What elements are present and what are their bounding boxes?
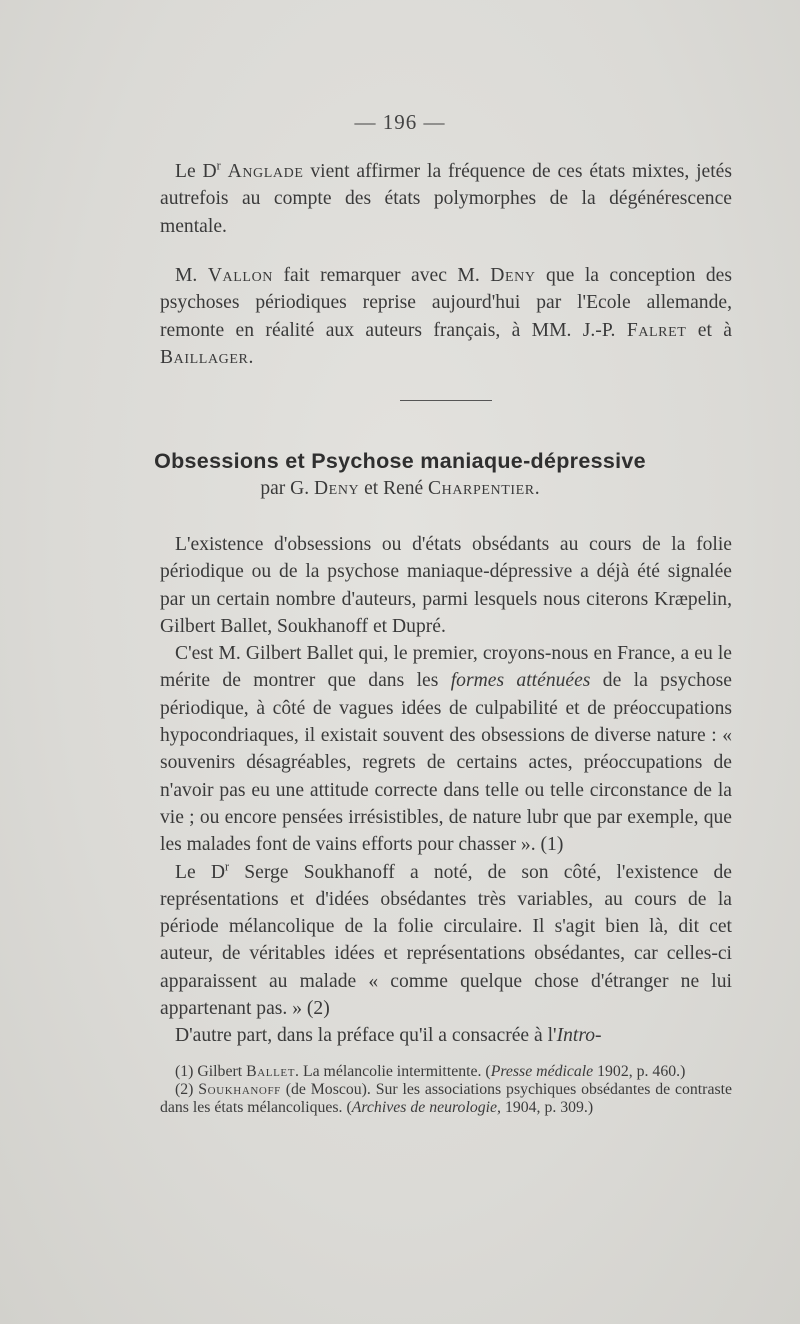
author-name: Ballet xyxy=(246,1063,296,1080)
text: Le D xyxy=(175,861,226,883)
text: 1902, p. 460.) xyxy=(593,1063,686,1080)
text: de la psychose périodique, à côté de vagues idées de culpabilité et de préoccupations hypocondriaques, il existait souvent des obsessions de diverse nature : « souvenirs désagréables, regrets de certains actes, préoccupations de n'avoir pas eu une attitude correcte dans telle ou telle circonstance de la vie ; ou encore pensées irrésistibles, de nature lubr que par exemple, que les malades font de vains efforts pour chasser ». (1) xyxy=(160,670,732,856)
text: et à xyxy=(686,319,733,341)
author-name: Charpentier xyxy=(428,478,535,499)
text: (2) xyxy=(175,1081,199,1098)
paragraph-vallon xyxy=(160,262,732,371)
text: . xyxy=(534,478,540,499)
journal-title: Archives de neurologie, xyxy=(351,1099,501,1116)
journal-title: Presse médicale xyxy=(490,1063,594,1080)
author-name: Baillager xyxy=(160,346,249,368)
article-byline xyxy=(0,478,800,500)
text: Serge Soukhanoff a noté, de son côté, l'existence de représentations et d'idées obsédantes très variables, au cours de la période mélancolique de la folie circulaire. Il s'agit bien là, dit cet auteur, de véritables idées et représentations obsédantes, car celles-ci apparaissent au malade « comme quelque chose d'étranger ne lui appartenant pas. » (2) xyxy=(160,861,732,1020)
body-paragraph: L'existence d'obsessions ou d'états obsédants au cours de la folie périodique ou de la psychose maniaque-dépressive a déjà été signalée par un certain nombre d'auteurs, parmi lesquels nous citerons Kræpelin, Gilbert Ballet, Soukhanoff et Dupré. xyxy=(160,534,732,637)
page-number: — 196 — xyxy=(354,110,446,134)
text: 1904, p. 309.) xyxy=(501,1099,594,1116)
author-name: Vallon xyxy=(207,265,273,286)
text: par G. xyxy=(260,478,314,499)
text: (de Moscou). Sur les associations psychiques obsédantes de contraste dans les états mélancoliques. ( xyxy=(160,1081,732,1116)
footnotes xyxy=(160,1063,732,1117)
article-title: Obsessions et Psychose maniaque-dépressive xyxy=(154,449,646,473)
author-name: Deny xyxy=(490,265,536,286)
article-body xyxy=(160,531,732,1050)
text: . xyxy=(248,346,254,368)
text: . La mélancolie intermittente. ( xyxy=(295,1063,491,1080)
author-name: Anglade xyxy=(227,161,304,182)
text: Le D xyxy=(175,161,217,182)
text: M. xyxy=(175,265,208,286)
superscript: r xyxy=(225,859,230,874)
footnote-2 xyxy=(160,1081,732,1117)
footnote-1 xyxy=(160,1063,732,1081)
text: C'est M. Gilbert Ballet qui, le premier, croyons-nous en France, a eu le mérite de montrer que dans les xyxy=(160,643,732,692)
text: fait remarquer avec M. xyxy=(273,265,491,286)
emphasis: formes atténuées xyxy=(450,670,591,692)
text: et René xyxy=(359,478,429,499)
text: que la conception des psychoses périodiques reprise aujourd'hui par l'Ecole allemande, remonte en réalité aux auteurs français, à MM. J.-P. xyxy=(160,265,732,341)
text: D'autre part, dans la préface qu'il a consacrée à l' xyxy=(175,1025,557,1047)
author-name: Falret xyxy=(626,319,687,341)
author-name: Deny xyxy=(313,478,360,499)
body-paragraph xyxy=(160,640,732,858)
author-name: Soukhanoff xyxy=(198,1081,281,1098)
text: (1) Gilbert xyxy=(175,1063,247,1080)
emphasis: Intro- xyxy=(556,1025,602,1047)
text: vient affirmer la fréquence de ces états mixtes, jetés autrefois au compte des états polymorphes de la dégénérescence mentale. xyxy=(160,161,732,237)
superscript: r xyxy=(216,158,221,173)
section-divider xyxy=(400,400,492,401)
paragraph-anglade xyxy=(160,158,732,240)
body-paragraph xyxy=(160,1022,732,1049)
body-paragraph xyxy=(160,859,732,1023)
